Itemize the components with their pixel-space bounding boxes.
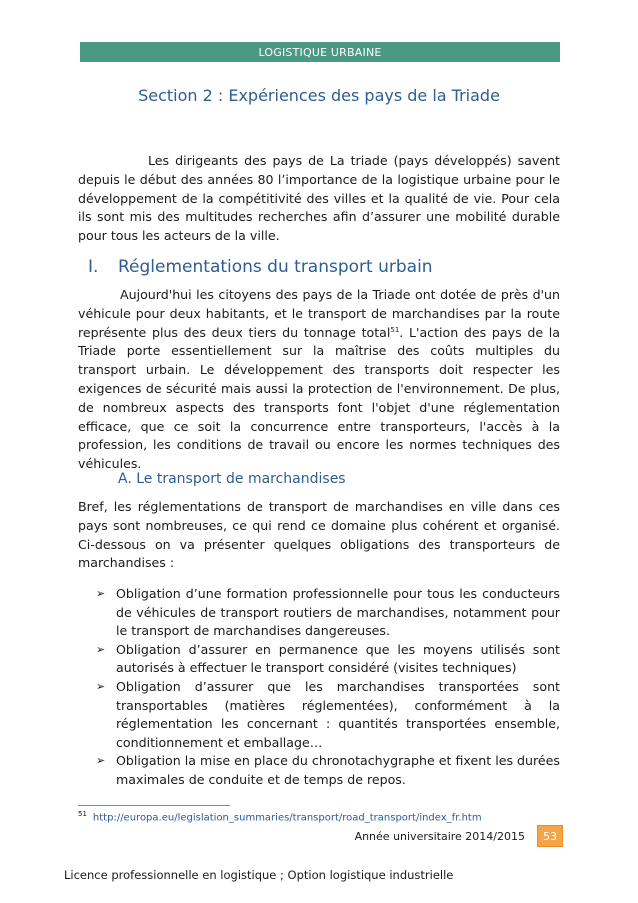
paragraph-reglementations	[78, 286, 560, 474]
header-band-text: LOGISTIQUE URBAINE	[258, 45, 382, 59]
footnote	[78, 810, 482, 823]
heading-transport-marchandises: A. Le transport de marchandises	[118, 471, 346, 487]
paragraph-text-after: . L'action des pays de la Triade porte essentiellement sur la maîtrise des coûts multiples du transport urbain. Le développement des transports doit respecter les exigences de sécurité mais aussi la protection de l'environnement. De plus, de nombreux aspects des transports font l'objet d'une réglementation efficace, que ce soit la concurrence entre transporteurs, l'accès à la profession, les conditions de travail ou encore les normes techniques des véhicules.	[78, 324, 560, 472]
page-number-badge	[537, 825, 563, 847]
footnote-divider	[78, 805, 230, 806]
list-item	[96, 752, 560, 789]
footnote-ref[interactable]: 51	[390, 325, 400, 334]
heading-reglementations	[88, 257, 433, 277]
list-item	[96, 585, 560, 641]
paragraph-obligations-intro: Bref, les réglementations de transport de marchandises en ville dans ces pays sont nombreuses, ce qui rend ce domaine plus cohérent et organisé. Ci-dessous on va présenter quelques obligations des transporteurs de marchandises :	[78, 499, 560, 571]
list-item-text: Obligation d’une formation professionnelle pour tous les conducteurs de véhicules de transport routiers de marchandises, notamment pour le transport de marchandises dangereuses.	[116, 586, 560, 639]
footnote-link[interactable]: http://europa.eu/legislation_summaries/transport/road_transport/index_fr.htm	[92, 812, 482, 824]
footer-licence: Licence professionnelle en logistique ; Option logistique industrielle	[64, 868, 454, 882]
heading-title: Réglementations du transport urbain	[118, 257, 433, 277]
list-item	[96, 641, 560, 678]
list-item	[96, 678, 560, 752]
footnote-number: 51	[78, 810, 87, 818]
arrow-bullet-icon: ➢	[96, 642, 106, 656]
list-item-text: Obligation d’assurer en permanence que les moyens utilisés sont autorisés à effectuer le transport considéré (visites techniques)	[116, 641, 560, 676]
footer-academic-year: Année universitaire 2014/2015	[354, 830, 525, 843]
section-title: Section 2 : Expériences des pays de la Triade	[138, 86, 500, 105]
intro-paragraph: Les dirigeants des pays de La triade (pays développés) savent depuis le début des années 80 l’importance de la logistique urbaine pour le développement de la compétitivité des villes et la qualité de vie. Pour cela ils sont mis des multitudes recherches afin d’assurer une mobilité durable pour tous les acteurs de la ville.	[78, 153, 560, 244]
arrow-bullet-icon: ➢	[96, 754, 106, 768]
header-band	[80, 42, 560, 62]
paragraph-text-before: Aujourd'hui les citoyens des pays de la Triade ont dotée de près d'un véhicule pour deux habitants, et le transport de marchandises par la route représente plus des deux tiers du tonnage total	[78, 287, 560, 340]
list-item-text: Obligation d’assurer que les marchandises transportées sont transportables (matières réglementées), conformément à la réglementation les concernant : quantités transportées ensemble, conditionnement et emballage…	[116, 678, 560, 750]
list-item-text: Obligation la mise en place du chronotachygraphe et fixent les durées maximales de conduite et de temps de repos.	[116, 753, 560, 787]
heading-number: I.	[88, 257, 99, 277]
obligations-list	[96, 585, 560, 790]
arrow-bullet-icon: ➢	[96, 587, 106, 600]
page-number: 53	[543, 829, 557, 843]
arrow-bullet-icon: ➢	[96, 679, 106, 693]
